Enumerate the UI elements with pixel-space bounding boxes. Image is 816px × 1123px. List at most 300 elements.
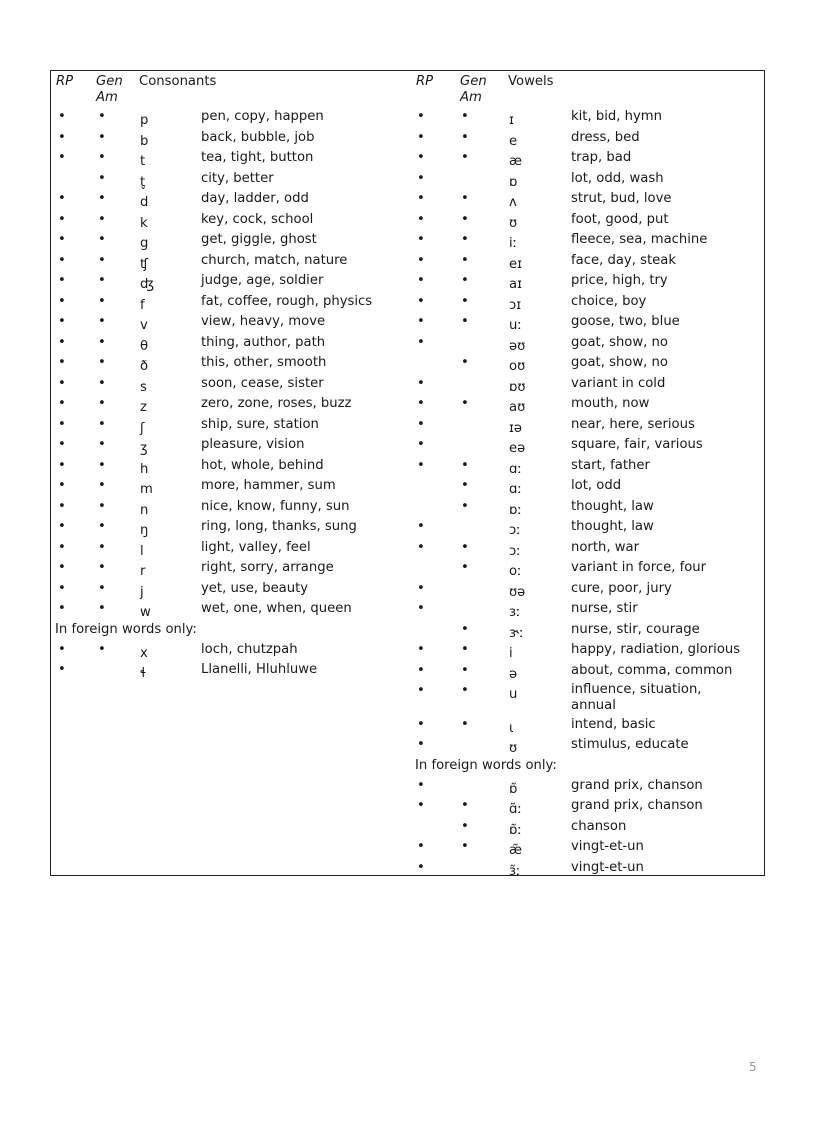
gen-am-marker: •	[98, 129, 106, 145]
ipa-symbol: ʌ	[509, 195, 517, 210]
vowel-row	[411, 334, 763, 355]
rp-marker: •	[58, 273, 66, 288]
rp-marker: •	[58, 252, 66, 268]
vowel-row	[411, 641, 763, 662]
ipa-symbol: æ̃	[509, 843, 522, 858]
consonant-row	[51, 334, 409, 355]
example-words: kit, bid, hymn	[571, 109, 663, 124]
gen-am-marker: •	[98, 457, 106, 473]
vowel-row	[411, 457, 763, 478]
example-words: dress, bed	[571, 129, 640, 145]
rp-marker: •	[58, 519, 66, 534]
gen-am-marker: •	[461, 839, 469, 854]
gen-am-marker: •	[98, 314, 106, 329]
gen-am-marker: •	[461, 642, 469, 657]
ipa-symbol: b	[140, 133, 149, 149]
gen-am-marker: •	[98, 416, 106, 432]
ipa-symbol: s	[140, 379, 147, 395]
gen-am-marker: •	[98, 334, 106, 350]
ipa-symbol: ɔɪ	[509, 297, 522, 313]
consonant-row	[51, 600, 409, 621]
consonant-row	[51, 190, 409, 211]
rp-marker: •	[58, 150, 66, 165]
gen-am-marker: •	[461, 662, 469, 678]
vowel-row	[411, 559, 763, 580]
vowel-row	[411, 716, 763, 737]
consonant-row	[51, 170, 409, 191]
example-words: zero, zone, roses, buzz	[201, 396, 352, 411]
ipa-symbol: h	[140, 461, 149, 477]
example-words: more, hammer, sum	[201, 478, 336, 493]
rp-marker: •	[417, 519, 425, 534]
ipa-symbol: p	[140, 113, 149, 128]
consonant-row	[51, 498, 409, 519]
rp-marker: •	[58, 334, 66, 350]
example-words: chanson	[571, 818, 627, 834]
vowel-row	[411, 149, 763, 170]
rp-marker: •	[417, 252, 425, 268]
rp-marker: •	[58, 314, 66, 329]
ipa-symbol: oː	[509, 564, 522, 579]
rp-marker: •	[417, 129, 425, 145]
example-words: thought, law	[571, 519, 654, 534]
consonant-row	[51, 559, 409, 580]
vowel-row	[411, 313, 763, 334]
gen-am-marker: •	[98, 375, 106, 391]
gen-am-marker: •	[461, 211, 469, 227]
rp-marker: •	[417, 601, 425, 616]
ipa-symbol: ɜ̃ː	[509, 863, 521, 879]
vowel-row	[411, 621, 763, 642]
rp-marker: •	[58, 293, 66, 309]
rp-marker: •	[58, 560, 66, 575]
consonant-row	[51, 211, 409, 232]
example-words: goose, two, blue	[571, 314, 680, 329]
rp-marker: •	[417, 109, 425, 124]
example-words: city, better	[201, 170, 274, 186]
example-words: thought, law	[571, 498, 654, 514]
ipa-symbol: eə	[509, 441, 526, 456]
gen-am-marker: •	[98, 641, 106, 657]
vowels-heading: Vowels	[508, 74, 554, 89]
rp-marker: •	[58, 539, 66, 555]
example-words: near, here, serious	[571, 416, 695, 432]
example-words: grand prix, chanson	[571, 777, 703, 793]
ipa-symbol: iː	[509, 236, 518, 251]
rp-marker: •	[58, 355, 66, 370]
vowel-row	[411, 252, 763, 273]
ipa-symbol: ɔː	[509, 543, 521, 559]
ipa-symbol: t	[140, 154, 146, 169]
vowel-row	[411, 354, 763, 375]
ipa-symbol: ɔː	[509, 523, 521, 538]
ipa-symbol: ʃ	[140, 420, 145, 436]
ipa-symbol: g	[140, 236, 149, 251]
rp-marker: •	[417, 777, 425, 793]
vowel-row	[411, 518, 763, 539]
ipa-symbol: n	[140, 502, 149, 518]
example-words: Llanelli, Hluhluwe	[201, 662, 318, 677]
foreign-vowel-row	[411, 797, 763, 818]
example-words: strut, bud, love	[571, 191, 672, 206]
rp-marker: •	[417, 293, 425, 309]
example-words: goat, show, no	[571, 355, 668, 370]
foreign-consonant-row	[51, 661, 409, 682]
rp-marker: •	[58, 396, 66, 411]
vowel-row	[411, 231, 763, 252]
gen-am-marker: •	[98, 519, 106, 534]
ipa-symbol: x	[140, 645, 148, 661]
gen-am-header: Gen Am	[96, 74, 123, 105]
rp-marker: •	[58, 498, 66, 514]
vowel-row	[411, 293, 763, 314]
rp-marker: •	[417, 859, 425, 875]
ipa-symbol: ɑ̃ː	[509, 802, 522, 817]
foreign-vowel-row	[411, 838, 763, 859]
consonant-row	[51, 457, 409, 478]
example-words: hot, whole, behind	[201, 457, 324, 473]
rp-marker: •	[58, 437, 66, 452]
ipa-symbol: ʊə	[509, 584, 526, 600]
vowel-row	[411, 736, 763, 757]
example-words: loch, chutzpah	[201, 641, 298, 657]
example-words: get, giggle, ghost	[201, 232, 317, 247]
ipa-symbol: ɩ	[509, 720, 514, 736]
example-words: back, bubble, job	[201, 129, 315, 145]
example-words: nice, know, funny, sun	[201, 498, 350, 514]
example-words: pleasure, vision	[201, 437, 305, 452]
example-words: intend, basic	[571, 716, 656, 732]
ipa-symbol: ŋ	[140, 523, 149, 538]
ipa-symbol: k	[140, 215, 148, 231]
ipa-symbol: j	[140, 584, 144, 600]
consonant-row	[51, 252, 409, 273]
ipa-symbol: t̬	[140, 174, 146, 190]
example-words: lot, odd, wash	[571, 170, 664, 186]
gen-am-marker: •	[98, 293, 106, 309]
ipa-symbol: əʊ	[509, 338, 526, 354]
rp-marker: •	[417, 191, 425, 206]
ipa-symbol: θ	[140, 338, 149, 354]
gen-am-marker: •	[98, 478, 106, 493]
gen-am-marker: •	[461, 457, 469, 473]
gen-am-header: Gen Am	[460, 74, 487, 105]
example-words: nurse, stir, courage	[571, 621, 700, 637]
example-words: price, high, try	[571, 273, 668, 288]
ipa-symbol: oʊ	[509, 359, 526, 374]
ipa-symbol: m	[140, 482, 153, 497]
ipa-symbol: æ	[509, 154, 522, 169]
ipa-symbol: eɪ	[509, 256, 523, 272]
example-words: lot, odd	[571, 478, 622, 493]
ipa-symbol: ɒ̃ː	[509, 822, 522, 838]
vowel-row	[411, 539, 763, 560]
ipa-symbol: ɜː	[509, 605, 521, 620]
ipa-symbol: ʒ	[140, 441, 148, 456]
ipa-symbol: w	[140, 605, 151, 620]
consonant-row	[51, 108, 409, 129]
ipa-symbol: r	[140, 564, 146, 579]
gen-am-marker: •	[461, 273, 469, 288]
ipa-symbol: i	[509, 646, 513, 661]
rp-marker: •	[58, 232, 66, 247]
ipa-symbol: ɪə	[509, 420, 523, 436]
ipa-symbol: u	[509, 687, 518, 702]
vowel-row	[411, 272, 763, 293]
gen-am-marker: •	[98, 560, 106, 575]
ipa-symbol: z	[140, 400, 147, 415]
consonant-row	[51, 354, 409, 375]
vowel-row	[411, 395, 763, 416]
ipa-symbol: aʊ	[509, 400, 526, 415]
example-words: church, match, nature	[201, 252, 348, 268]
example-words: fat, coffee, rough, physics	[201, 293, 373, 309]
rp-marker: •	[417, 314, 425, 329]
ipa-symbol: aɪ	[509, 277, 522, 292]
vowel-row	[411, 662, 763, 683]
rp-marker: •	[417, 396, 425, 411]
example-words: day, ladder, odd	[201, 191, 309, 206]
example-words: this, other, smooth	[201, 355, 327, 370]
consonants-heading: Consonants	[139, 74, 217, 89]
rp-marker: •	[58, 457, 66, 473]
gen-am-marker: •	[461, 355, 469, 370]
ipa-symbol: ʊ	[509, 741, 518, 756]
consonant-row	[51, 129, 409, 150]
gen-am-marker: •	[98, 191, 106, 206]
consonant-row	[51, 375, 409, 396]
example-words: variant in force, four	[571, 560, 707, 575]
gen-am-marker: •	[98, 437, 106, 452]
rp-marker: •	[417, 539, 425, 555]
gen-am-marker: •	[461, 498, 469, 514]
gen-am-marker: •	[461, 129, 469, 145]
ipa-symbol: ɝː	[509, 625, 524, 641]
foreign-consonant-row	[51, 641, 409, 662]
consonant-row	[51, 416, 409, 437]
vowel-row	[411, 498, 763, 519]
gen-am-marker: •	[461, 539, 469, 555]
gen-am-marker: •	[98, 150, 106, 165]
rp-marker: •	[58, 211, 66, 227]
page-number: 5	[749, 1060, 757, 1074]
example-words: tea, tight, button	[201, 150, 314, 165]
example-words: fleece, sea, machine	[571, 232, 708, 247]
consonant-row	[51, 436, 409, 457]
rp-marker: •	[417, 662, 425, 678]
consonant-row	[51, 272, 409, 293]
example-words: vingt-et-un	[571, 859, 644, 875]
rp-marker: •	[417, 273, 425, 288]
consonant-row	[51, 231, 409, 252]
consonant-row	[51, 477, 409, 498]
consonants-column	[51, 74, 409, 682]
ipa-symbol: ɑː	[509, 461, 522, 477]
ipa-symbol: ɒʊ	[509, 379, 526, 395]
ipa-symbol: uː	[509, 318, 522, 333]
example-words: goat, show, no	[571, 334, 668, 350]
consonant-row	[51, 518, 409, 539]
consonant-row	[51, 313, 409, 334]
rp-marker: •	[417, 375, 425, 391]
example-words: ring, long, thanks, sung	[201, 519, 357, 534]
gen-am-marker: •	[461, 293, 469, 309]
gen-am-marker: •	[98, 252, 106, 268]
rp-marker: •	[58, 416, 66, 432]
example-words: thing, author, path	[201, 334, 326, 350]
consonants-header	[51, 74, 409, 108]
example-words: right, sorry, arrange	[201, 560, 334, 575]
vowel-row	[411, 600, 763, 621]
rp-marker: •	[417, 683, 425, 698]
ipa-symbol: l	[140, 543, 144, 559]
example-words: north, war	[571, 539, 640, 555]
vowel-row	[411, 682, 763, 716]
vowel-row	[411, 477, 763, 498]
gen-am-marker: •	[461, 232, 469, 247]
gen-am-marker: •	[461, 478, 469, 493]
rp-marker: •	[58, 109, 66, 124]
rp-header: RP	[416, 74, 434, 89]
ipa-symbol: ɬ	[140, 666, 147, 681]
ipa-symbol: v	[140, 318, 148, 333]
ipa-symbol: ð	[140, 359, 149, 374]
example-words: grand prix, chanson	[571, 798, 703, 813]
rp-marker: •	[58, 191, 66, 206]
gen-am-marker: •	[461, 716, 469, 732]
example-words: choice, boy	[571, 293, 647, 309]
ipa-symbol: ɒː	[509, 502, 522, 518]
rp-marker: •	[417, 232, 425, 247]
rp-marker: •	[417, 580, 425, 596]
example-words: influence, situation, annual	[571, 682, 702, 713]
gen-am-marker: •	[98, 498, 106, 514]
ipa-symbol: ɑː	[509, 482, 522, 497]
gen-am-marker: •	[461, 252, 469, 268]
example-words: wet, one, when, queen	[201, 601, 352, 616]
rp-marker: •	[417, 716, 425, 732]
rp-marker: •	[417, 170, 425, 186]
ipa-symbol: e	[509, 133, 518, 149]
gen-am-marker: •	[98, 273, 106, 288]
rp-marker: •	[417, 798, 425, 813]
foreign-vowel-row	[411, 777, 763, 798]
vowel-row	[411, 129, 763, 150]
consonant-row	[51, 580, 409, 601]
vowels-header	[411, 74, 763, 108]
gen-am-marker: •	[461, 191, 469, 206]
gen-am-marker: •	[98, 580, 106, 596]
vowels-foreign-note: In foreign words only:	[415, 757, 557, 773]
ipa-symbol: f	[140, 297, 145, 313]
vowel-row	[411, 170, 763, 191]
gen-am-marker: •	[98, 170, 106, 186]
gen-am-marker: •	[461, 621, 469, 637]
example-words: foot, good, put	[571, 211, 669, 227]
ipa-symbol: ʧ	[140, 256, 149, 272]
example-words: view, heavy, move	[201, 314, 326, 329]
vowel-row	[411, 108, 763, 129]
rp-marker: •	[58, 641, 66, 657]
rp-marker: •	[58, 662, 66, 677]
ipa-symbol: ʊ	[509, 215, 518, 231]
example-words: pen, copy, happen	[201, 109, 324, 124]
example-words: nurse, stir	[571, 601, 638, 616]
vowel-row	[411, 375, 763, 396]
gen-am-marker: •	[461, 818, 469, 834]
ipa-symbol: ə	[509, 666, 518, 682]
rp-marker: •	[417, 437, 425, 452]
gen-am-marker: •	[98, 355, 106, 370]
rp-marker: •	[417, 737, 425, 752]
example-words: mouth, now	[571, 396, 650, 411]
ipa-symbol: ʤ	[140, 277, 154, 292]
rp-marker: •	[417, 416, 425, 432]
gen-am-marker: •	[461, 109, 469, 124]
example-words: yet, use, beauty	[201, 580, 309, 596]
example-words: ship, sure, station	[201, 416, 319, 432]
example-words: cure, poor, jury	[571, 580, 672, 596]
example-words: key, cock, school	[201, 211, 314, 227]
consonant-row	[51, 293, 409, 314]
rp-marker: •	[58, 580, 66, 596]
rp-marker: •	[58, 478, 66, 493]
consonant-row	[51, 395, 409, 416]
gen-am-marker: •	[98, 109, 106, 124]
vowels-column	[411, 74, 763, 879]
example-words: light, valley, feel	[201, 539, 311, 555]
vowel-row	[411, 436, 763, 457]
gen-am-marker: •	[98, 232, 106, 247]
rp-marker: •	[58, 129, 66, 145]
gen-am-marker: •	[98, 211, 106, 227]
foreign-vowel-row	[411, 818, 763, 839]
rp-marker: •	[417, 642, 425, 657]
consonant-row	[51, 539, 409, 560]
transcription-symbols-table	[50, 70, 765, 879]
consonants-foreign-note: In foreign words only:	[55, 621, 197, 637]
example-words: start, father	[571, 457, 650, 473]
gen-am-marker: •	[98, 601, 106, 616]
rp-header: RP	[56, 74, 74, 89]
rp-marker: •	[417, 150, 425, 165]
ipa-symbol: ɒ	[509, 174, 518, 190]
gen-am-marker: •	[461, 798, 469, 813]
rp-marker: •	[58, 601, 66, 616]
ipa-symbol: ɒ̃	[509, 781, 518, 797]
example-words: variant in cold	[571, 375, 666, 391]
gen-am-marker: •	[461, 314, 469, 329]
ipa-symbol: ɪ	[509, 113, 514, 128]
rp-marker: •	[417, 211, 425, 227]
gen-am-marker: •	[98, 539, 106, 555]
rp-marker: •	[417, 334, 425, 350]
consonant-row	[51, 149, 409, 170]
gen-am-marker: •	[461, 150, 469, 165]
example-words: vingt-et-un	[571, 839, 644, 854]
gen-am-marker: •	[461, 560, 469, 575]
example-words: face, day, steak	[571, 252, 676, 268]
gen-am-marker: •	[98, 396, 106, 411]
example-words: about, comma, common	[571, 662, 733, 678]
foreign-vowel-row	[411, 859, 763, 880]
example-words: happy, radiation, glorious	[571, 642, 741, 657]
vowel-row	[411, 211, 763, 232]
vowel-row	[411, 580, 763, 601]
rp-marker: •	[417, 457, 425, 473]
example-words: trap, bad	[571, 150, 632, 165]
rp-marker: •	[417, 839, 425, 854]
